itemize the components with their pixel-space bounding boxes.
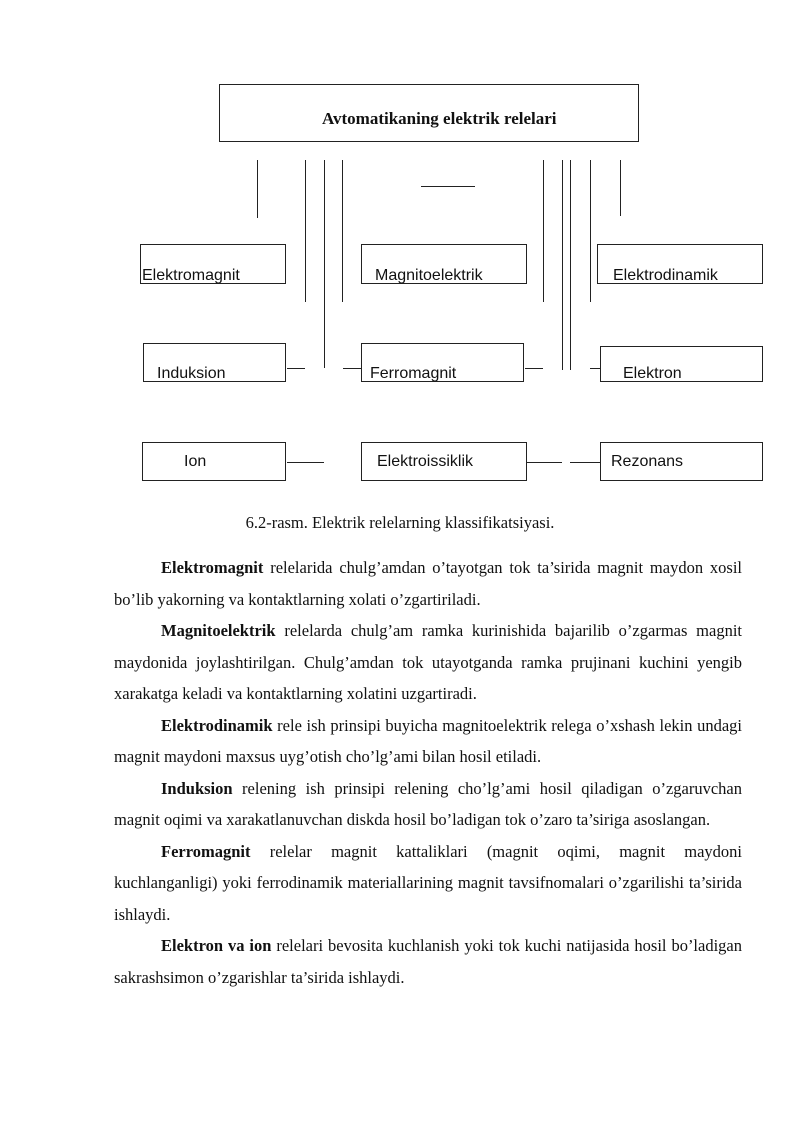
connector-line <box>562 160 563 370</box>
box-rezonans <box>600 442 763 481</box>
paragraph-text: relelarida chulg’amdan o’tayotgan tok ta’sirida magnit maydon xosil bo’lib yakorning va kontaktlarning xolati o’zgartiriladi. <box>114 558 742 609</box>
connector-line <box>570 160 571 370</box>
box-ferromagnit-label: Ferromagnit <box>370 365 457 382</box>
figure-caption: 6.2-rasm. Elektrik relelarning klassifikatsiyasi. <box>245 513 555 532</box>
connector-line <box>343 368 361 369</box>
connector-line <box>421 186 475 187</box>
paragraph-term: Elektron va ion <box>161 936 272 955</box>
paragraph <box>114 930 742 993</box>
connector-line <box>257 160 258 218</box>
paragraph <box>114 710 742 773</box>
box-elektron-label: Elektron <box>623 365 682 382</box>
box-induksion-label: Induksion <box>157 365 226 382</box>
connector-line <box>525 368 543 369</box>
box-ion-label: Ion <box>184 453 207 470</box>
connector-line <box>305 160 306 302</box>
paragraph-text: relelar magnit kattaliklari (magnit oqimi, magnit maydoni kuchlanganligi) yoki ferrodinamik materiallarining magnit tavsifnomalari o’zgarilishi ta’sirida ishlaydi. <box>114 841 742 924</box>
connector-line <box>287 462 324 463</box>
box-ion <box>142 442 286 481</box>
paragraph-text: relening ish prinsipi relening cho’lg’ami hosil qiladigan o’zgaruvchan magnit oqimi va xarakatlanuvchan diskda hosil bo’ladigan tok o’zaro ta’siriga asoslangan. <box>114 778 742 829</box>
connector-line <box>342 160 343 302</box>
connector-line <box>324 160 325 368</box>
box-magnitoelektrik <box>361 244 527 284</box>
box-elektromagnit-label: Elektromagnit <box>142 267 240 284</box>
box-elektromagnit <box>140 244 286 284</box>
connector-line <box>287 368 305 369</box>
box-elektroissiklik-label: Elektroissiklik <box>377 453 474 470</box>
connector-line <box>590 160 591 302</box>
paragraph <box>114 836 742 931</box>
box-induksion <box>143 343 286 382</box>
box-elektrodinamik <box>597 244 763 284</box>
connector-line <box>590 368 600 369</box>
paragraph-text: relelarda chulg’am ramka kurinishida bajarilib o’zgarmas magnit maydonida joylashtirilgan. Chulg’amdan tok utayotganda ramka prujinani kuchini yengib xarakatga keladi va kontaktlarning xolatini uzgartiradi. <box>114 621 742 703</box>
paragraph-text: rele ish prinsipi buyicha magnitoelektrik relega o’xshash lekin undagi magnit maydoni maxsus uyg’otish cho’lg’ami bilan hosil etiladi. <box>114 715 742 766</box>
body-text <box>114 552 742 993</box>
box-elektrodinamik-label: Elektrodinamik <box>613 267 718 284</box>
connector-line <box>543 160 544 302</box>
paragraph <box>114 552 742 615</box>
box-rezonans-label: Rezonans <box>611 453 684 470</box>
connector-line <box>527 462 562 463</box>
box-magnitoelektrik-label: Magnitoelektrik <box>375 267 483 284</box>
paragraph-term: Elektromagnit <box>161 558 264 577</box>
paragraph-term: Magnitoelektrik <box>161 621 276 640</box>
box-elektroissiklik <box>361 442 527 481</box>
paragraph-text: relelari bevosita kuchlanish yoki tok kuchi natijasida hosil bo’ladigan sakrashsimon o’zgarishlar ta’sirida ishlaydi. <box>114 936 742 987</box>
paragraph <box>114 615 742 710</box>
paragraph <box>114 773 742 836</box>
box-elektron <box>600 346 763 382</box>
box-ferromagnit <box>361 343 524 382</box>
connector-line <box>620 160 621 216</box>
diagram-title: Avtomatikaning elektrik relelari <box>322 109 557 128</box>
paragraph-term: Elektrodinamik <box>161 715 273 735</box>
connector-line <box>570 462 600 463</box>
paragraph-term: Ferromagnit <box>161 841 251 861</box>
diagram-title-box <box>219 84 639 142</box>
paragraph-term: Induksion <box>161 778 233 798</box>
